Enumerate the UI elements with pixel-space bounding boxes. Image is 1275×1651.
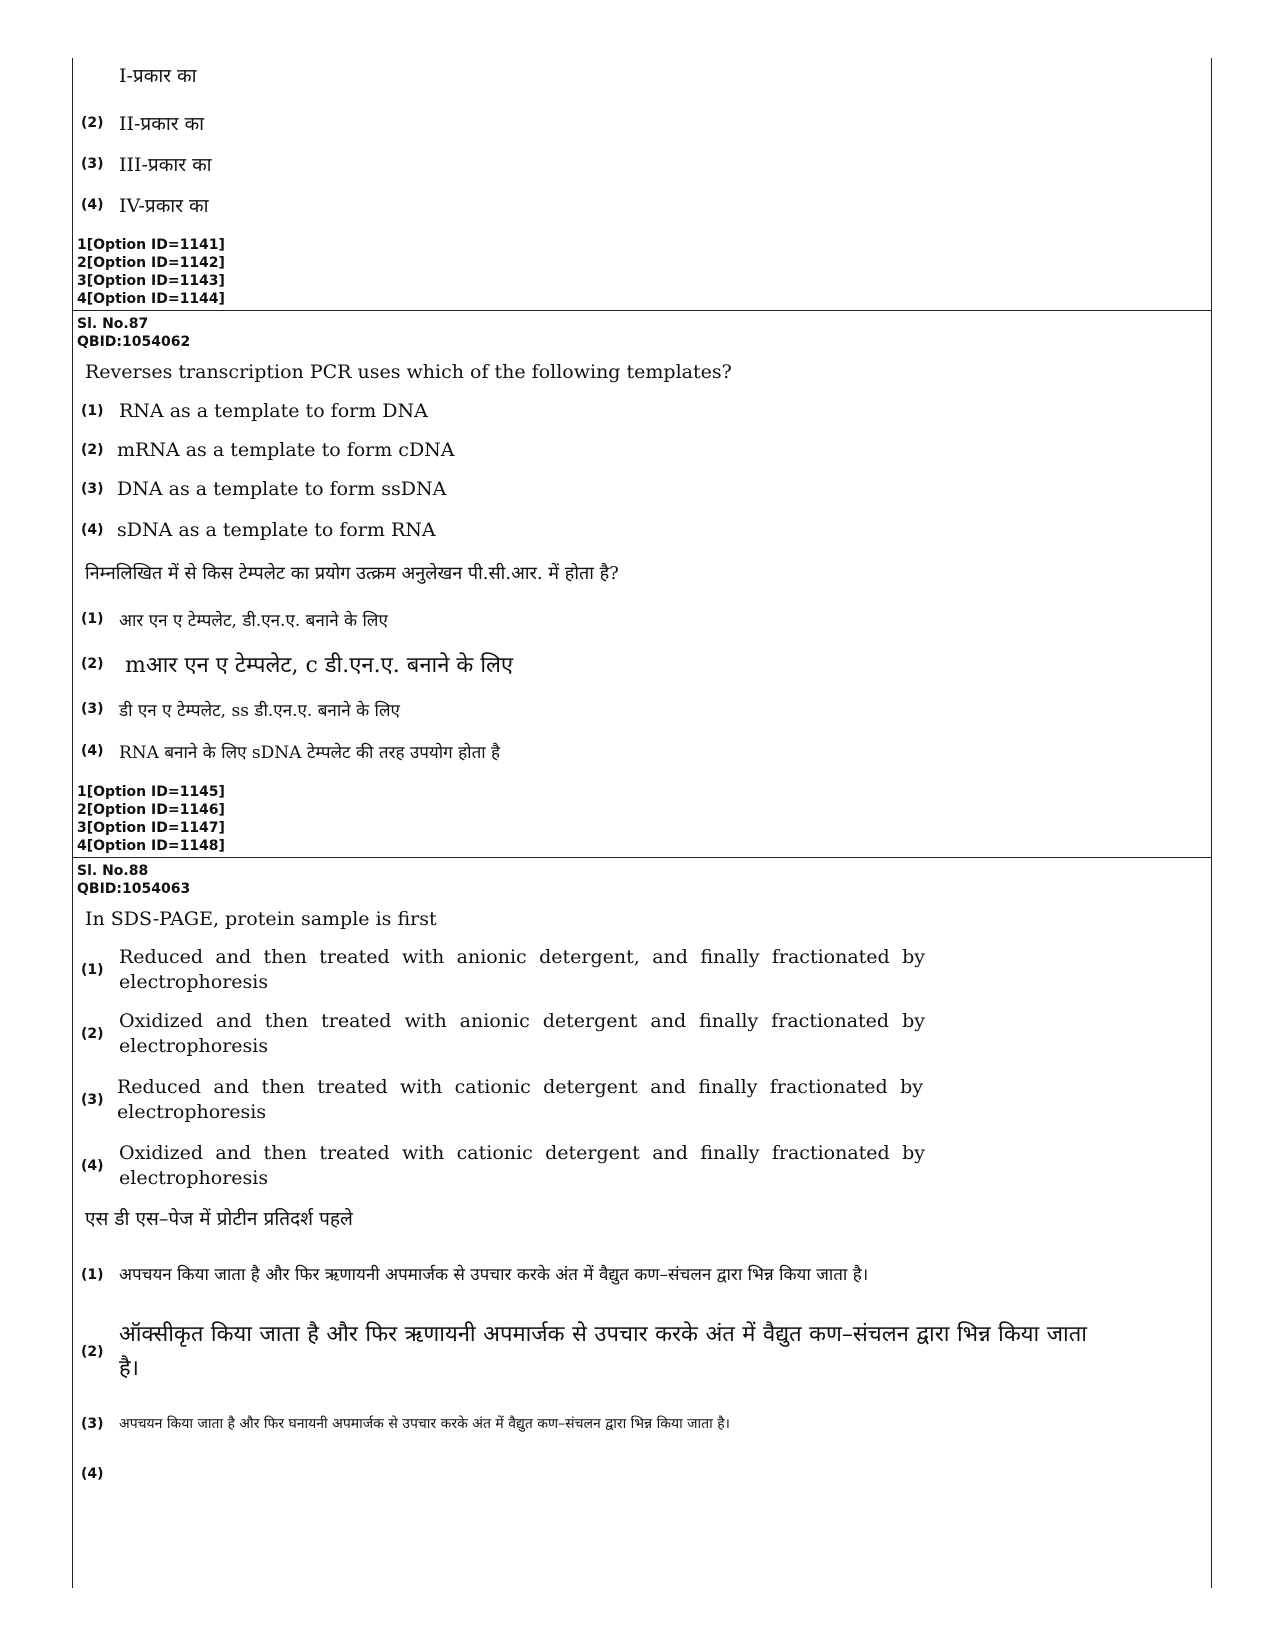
option-text: Reduced and then treated with cationic detergent and finally fractionated by electrophoresis	[117, 1076, 923, 1123]
option-en-4	[73, 509, 1211, 551]
option-text: आर एन ए टेम्पलेट, डी.एन.ए. बनाने के लिए	[119, 610, 388, 631]
option-number: (3)	[81, 481, 104, 497]
option-hi-1	[73, 60, 1211, 90]
option-number: (3)	[81, 701, 104, 717]
option-number: (4)	[81, 1466, 104, 1482]
option-number: (3)	[81, 156, 104, 172]
option-number: (4)	[81, 197, 104, 213]
option-id: 4[Option ID=1144]	[77, 291, 225, 307]
option-text: IV-प्रकार का	[119, 195, 209, 217]
option-text: Reduced and then treated with anionic detergent, and finally fractionated by electrophoresis	[119, 946, 925, 993]
option-id: 2[Option ID=1142]	[77, 255, 225, 271]
question-text-en: Reverses transcription PCR uses which of the following templates?	[85, 361, 732, 383]
option-number: (3)	[81, 1416, 104, 1432]
option-hi-4	[73, 1454, 1211, 1494]
option-number: (2)	[81, 1026, 104, 1042]
option-hi-2	[73, 641, 1211, 687]
option-number: (4)	[81, 743, 104, 759]
option-text: DNA as a template to form ssDNA	[117, 478, 447, 500]
serial-number: Sl. No.87	[77, 316, 149, 332]
option-text: sDNA as a template to form RNA	[117, 519, 436, 541]
question-bank-id: QBID:1054062	[77, 334, 191, 350]
option-hi-4	[73, 731, 1211, 771]
option-hi-3	[73, 687, 1211, 731]
option-number: (1)	[81, 403, 104, 419]
option-en-1	[73, 938, 1211, 1002]
option-text: डी एन ए टेम्पलेट, ss डी.एन.ए. बनाने के लिए	[119, 700, 400, 721]
option-en-3	[73, 469, 1211, 509]
option-text: mआर एन ए टेम्पलेट, c डी.एन.ए. बनाने के लिए	[125, 653, 514, 678]
question-86-continuation	[73, 58, 1211, 310]
question-bank-id: QBID:1054063	[77, 881, 191, 897]
option-hi-2	[73, 102, 1211, 144]
question-text-hi: एस डी एस–पेज में प्रोटीन प्रतिदर्श पहले	[85, 1208, 353, 1230]
option-id: 3[Option ID=1147]	[77, 820, 225, 836]
option-number: (2)	[81, 1344, 104, 1360]
option-number: (1)	[81, 962, 104, 978]
option-hi-1	[73, 597, 1211, 641]
option-number: (1)	[81, 611, 104, 627]
option-number: (4)	[81, 522, 104, 538]
option-id-list	[73, 236, 1211, 310]
option-id-list	[73, 783, 1211, 857]
question-88	[73, 857, 1211, 1494]
option-text: RNA बनाने के लिए sDNA टेम्पलेट की तरह उपयोग होता है	[119, 742, 501, 763]
option-hi-4	[73, 184, 1211, 226]
option-number: (4)	[81, 1158, 104, 1174]
option-number: (2)	[81, 656, 104, 672]
option-text: Oxidized and then treated with cationic detergent and finally fractionated by electrophoresis	[119, 1142, 925, 1189]
option-en-2	[73, 1002, 1211, 1066]
option-en-3	[73, 1066, 1211, 1134]
option-en-4	[73, 1134, 1211, 1198]
question-paper-page	[72, 58, 1212, 1588]
option-id: 1[Option ID=1145]	[77, 784, 225, 800]
option-text: अपचयन किया जाता है और फिर ऋणायनी अपमार्जक से उपचार करके अंत में वैद्युत कण–संचलन द्वारा भिन्न किया जाता है।	[119, 1265, 869, 1285]
question-87	[73, 310, 1211, 857]
option-number: (1)	[81, 1267, 104, 1283]
option-id: 2[Option ID=1146]	[77, 802, 225, 818]
option-id: 1[Option ID=1141]	[77, 237, 225, 253]
option-id: 4[Option ID=1148]	[77, 838, 225, 854]
option-hi-3	[73, 1394, 1211, 1454]
question-text-hi: निम्नलिखित में से किस टेम्पलेट का प्रयोग उत्क्रम अनुलेखन पी.सी.आर. में होता है?	[85, 563, 619, 584]
serial-number: Sl. No.88	[77, 863, 149, 879]
option-hi-3	[73, 144, 1211, 184]
option-text: Oxidized and then treated with anionic detergent and finally fractionated by electrophoresis	[119, 1010, 925, 1057]
option-number: (3)	[81, 1092, 104, 1108]
option-text: III-प्रकार का	[119, 154, 212, 176]
option-id: 3[Option ID=1143]	[77, 273, 225, 289]
option-hi-2	[73, 1310, 1211, 1394]
option-text: अपचयन किया जाता है और फिर घनायनी अपमार्जक से उपचार करके अंत में वैद्युत कण–संचलन द्वारा भिन्न किया जाता है।	[119, 1416, 730, 1432]
option-number: (2)	[81, 115, 104, 131]
option-text: II-प्रकार का	[119, 113, 205, 135]
question-text-en: In SDS-PAGE, protein sample is first	[85, 908, 437, 930]
option-text: mRNA as a template to form cDNA	[117, 439, 455, 461]
option-text: I-प्रकार का	[119, 65, 197, 87]
option-hi-1	[73, 1240, 1211, 1310]
option-en-2	[73, 431, 1211, 469]
option-text: ऑक्सीकृत किया जाता है और फिर ऋणायनी अपमार्जक से उपचार करके अंत में वैद्युत कण–संचलन द्वारा भिन्न किया जाता है।	[119, 1322, 1087, 1381]
option-en-1	[73, 391, 1211, 431]
option-text: RNA as a template to form DNA	[119, 400, 428, 422]
option-number: (2)	[81, 442, 104, 458]
